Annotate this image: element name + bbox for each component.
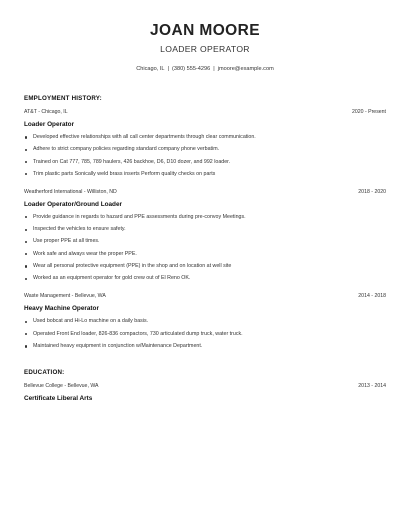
job-employer: AT&T - Chicago, IL [24, 109, 68, 115]
bullet-dot-icon [25, 173, 27, 175]
candidate-name: JOAN MOORE [150, 22, 260, 39]
job-entry [24, 189, 386, 282]
bullet-text: Worked as an equipment operator for gold crew out of El Reno OK. [33, 275, 191, 282]
bullet-text: Inspected the vehicles to ensure safety. [33, 226, 126, 233]
bullet-dot-icon [25, 136, 27, 138]
bullet-item [24, 171, 386, 178]
bullet-dot-icon [25, 265, 27, 267]
bullet-item [24, 318, 386, 325]
bullet-dot-icon [25, 149, 27, 151]
contact-phone: (380) 555-4296 [171, 66, 211, 72]
bullet-text: Work safe and always wear the proper PPE. [33, 250, 137, 257]
bullet-text: Operated Front End loader, 826-836 compactors, 730 articulated dump truck, water truck. [33, 330, 243, 337]
job-entry [24, 293, 386, 350]
bullet-item [24, 146, 386, 153]
job-bullets [24, 318, 386, 350]
bullet-item [24, 159, 386, 166]
job-title: Heavy Machine Operator [24, 305, 99, 313]
bullet-item [24, 343, 386, 350]
bullet-text: Developed effective relationships with all call center departments through clear communication. [33, 134, 256, 140]
bullet-item [24, 226, 386, 233]
bullet-dot-icon [25, 321, 27, 323]
education-school: Bellevue College - Bellevue, WA [24, 382, 99, 389]
bullet-text: Wear all personal protective equipment (PPE) in the shop and on location at well site [33, 263, 232, 270]
bullet-text: Maintained heavy equipment in conjunction w/Maintenance Department. [33, 342, 203, 349]
bullet-text: Adhere to strict company policies regarding standard company phone verbatim. [33, 146, 220, 153]
education-entry [24, 383, 386, 402]
bullet-item [24, 134, 386, 141]
job-title: Loader Operator [24, 121, 75, 128]
bullet-item [24, 275, 386, 282]
employment-heading: EMPLOYMENT HISTORY: [24, 95, 102, 102]
contact-line [24, 66, 386, 72]
job-bullets [24, 214, 386, 282]
bullet-dot-icon [25, 216, 27, 218]
education-degree: Certificate Liberal Arts [24, 394, 93, 402]
bullet-item [24, 214, 386, 221]
job-title: Loader Operator/Ground Loader [24, 200, 123, 208]
bullet-text: Trained on Cat 777, 785, 789 haulers, 426 backhoe, D6, D10 dozer, and 992 loader. [33, 158, 231, 165]
contact-location: Chicago, IL [136, 66, 165, 72]
bullet-text: Provide guidance in regards to hazard and PPE assessments during pre-convoy Meetings. [33, 213, 246, 220]
education-dates: 2013 - 2014 [358, 382, 386, 389]
job-bullets [24, 134, 386, 178]
job-dates: 2018 - 2020 [358, 188, 386, 195]
contact-separator: | [167, 66, 169, 72]
bullet-dot-icon [25, 161, 27, 163]
job-employer: Waste Management - Bellevue, WA [24, 293, 106, 300]
job-header [24, 293, 386, 299]
contact-email[interactable]: jmoore@example.com [217, 66, 274, 72]
bullet-dot-icon [25, 278, 27, 280]
education-header [24, 383, 386, 389]
bullet-dot-icon [25, 333, 27, 335]
job-entry [24, 109, 386, 178]
bullet-item [24, 238, 386, 245]
bullet-item [24, 263, 386, 270]
bullet-dot-icon [25, 253, 27, 255]
bullet-text: Use proper PPE at all times. [33, 238, 100, 245]
bullet-dot-icon [25, 229, 27, 231]
bullet-dot-icon [25, 241, 27, 243]
job-header [24, 189, 386, 195]
bullet-text: Trim plastic parts Sonically weld brass inserts Perform quality checks on parts [33, 170, 216, 177]
bullet-item [24, 251, 386, 258]
bullet-text: Used bobcat and Hi-Lo machine on a daily basis. [33, 318, 149, 325]
bullet-item [24, 331, 386, 338]
education-heading: EDUCATION: [24, 368, 65, 376]
candidate-title: LOADER OPERATOR [160, 44, 250, 54]
bullet-dot-icon [25, 345, 27, 347]
job-employer: Weatherford International - Williston, ND [24, 188, 117, 195]
job-dates: 2020 - Present [351, 109, 386, 115]
contact-separator: | [213, 66, 215, 72]
job-dates: 2014 - 2018 [358, 293, 386, 300]
job-header [24, 109, 386, 115]
